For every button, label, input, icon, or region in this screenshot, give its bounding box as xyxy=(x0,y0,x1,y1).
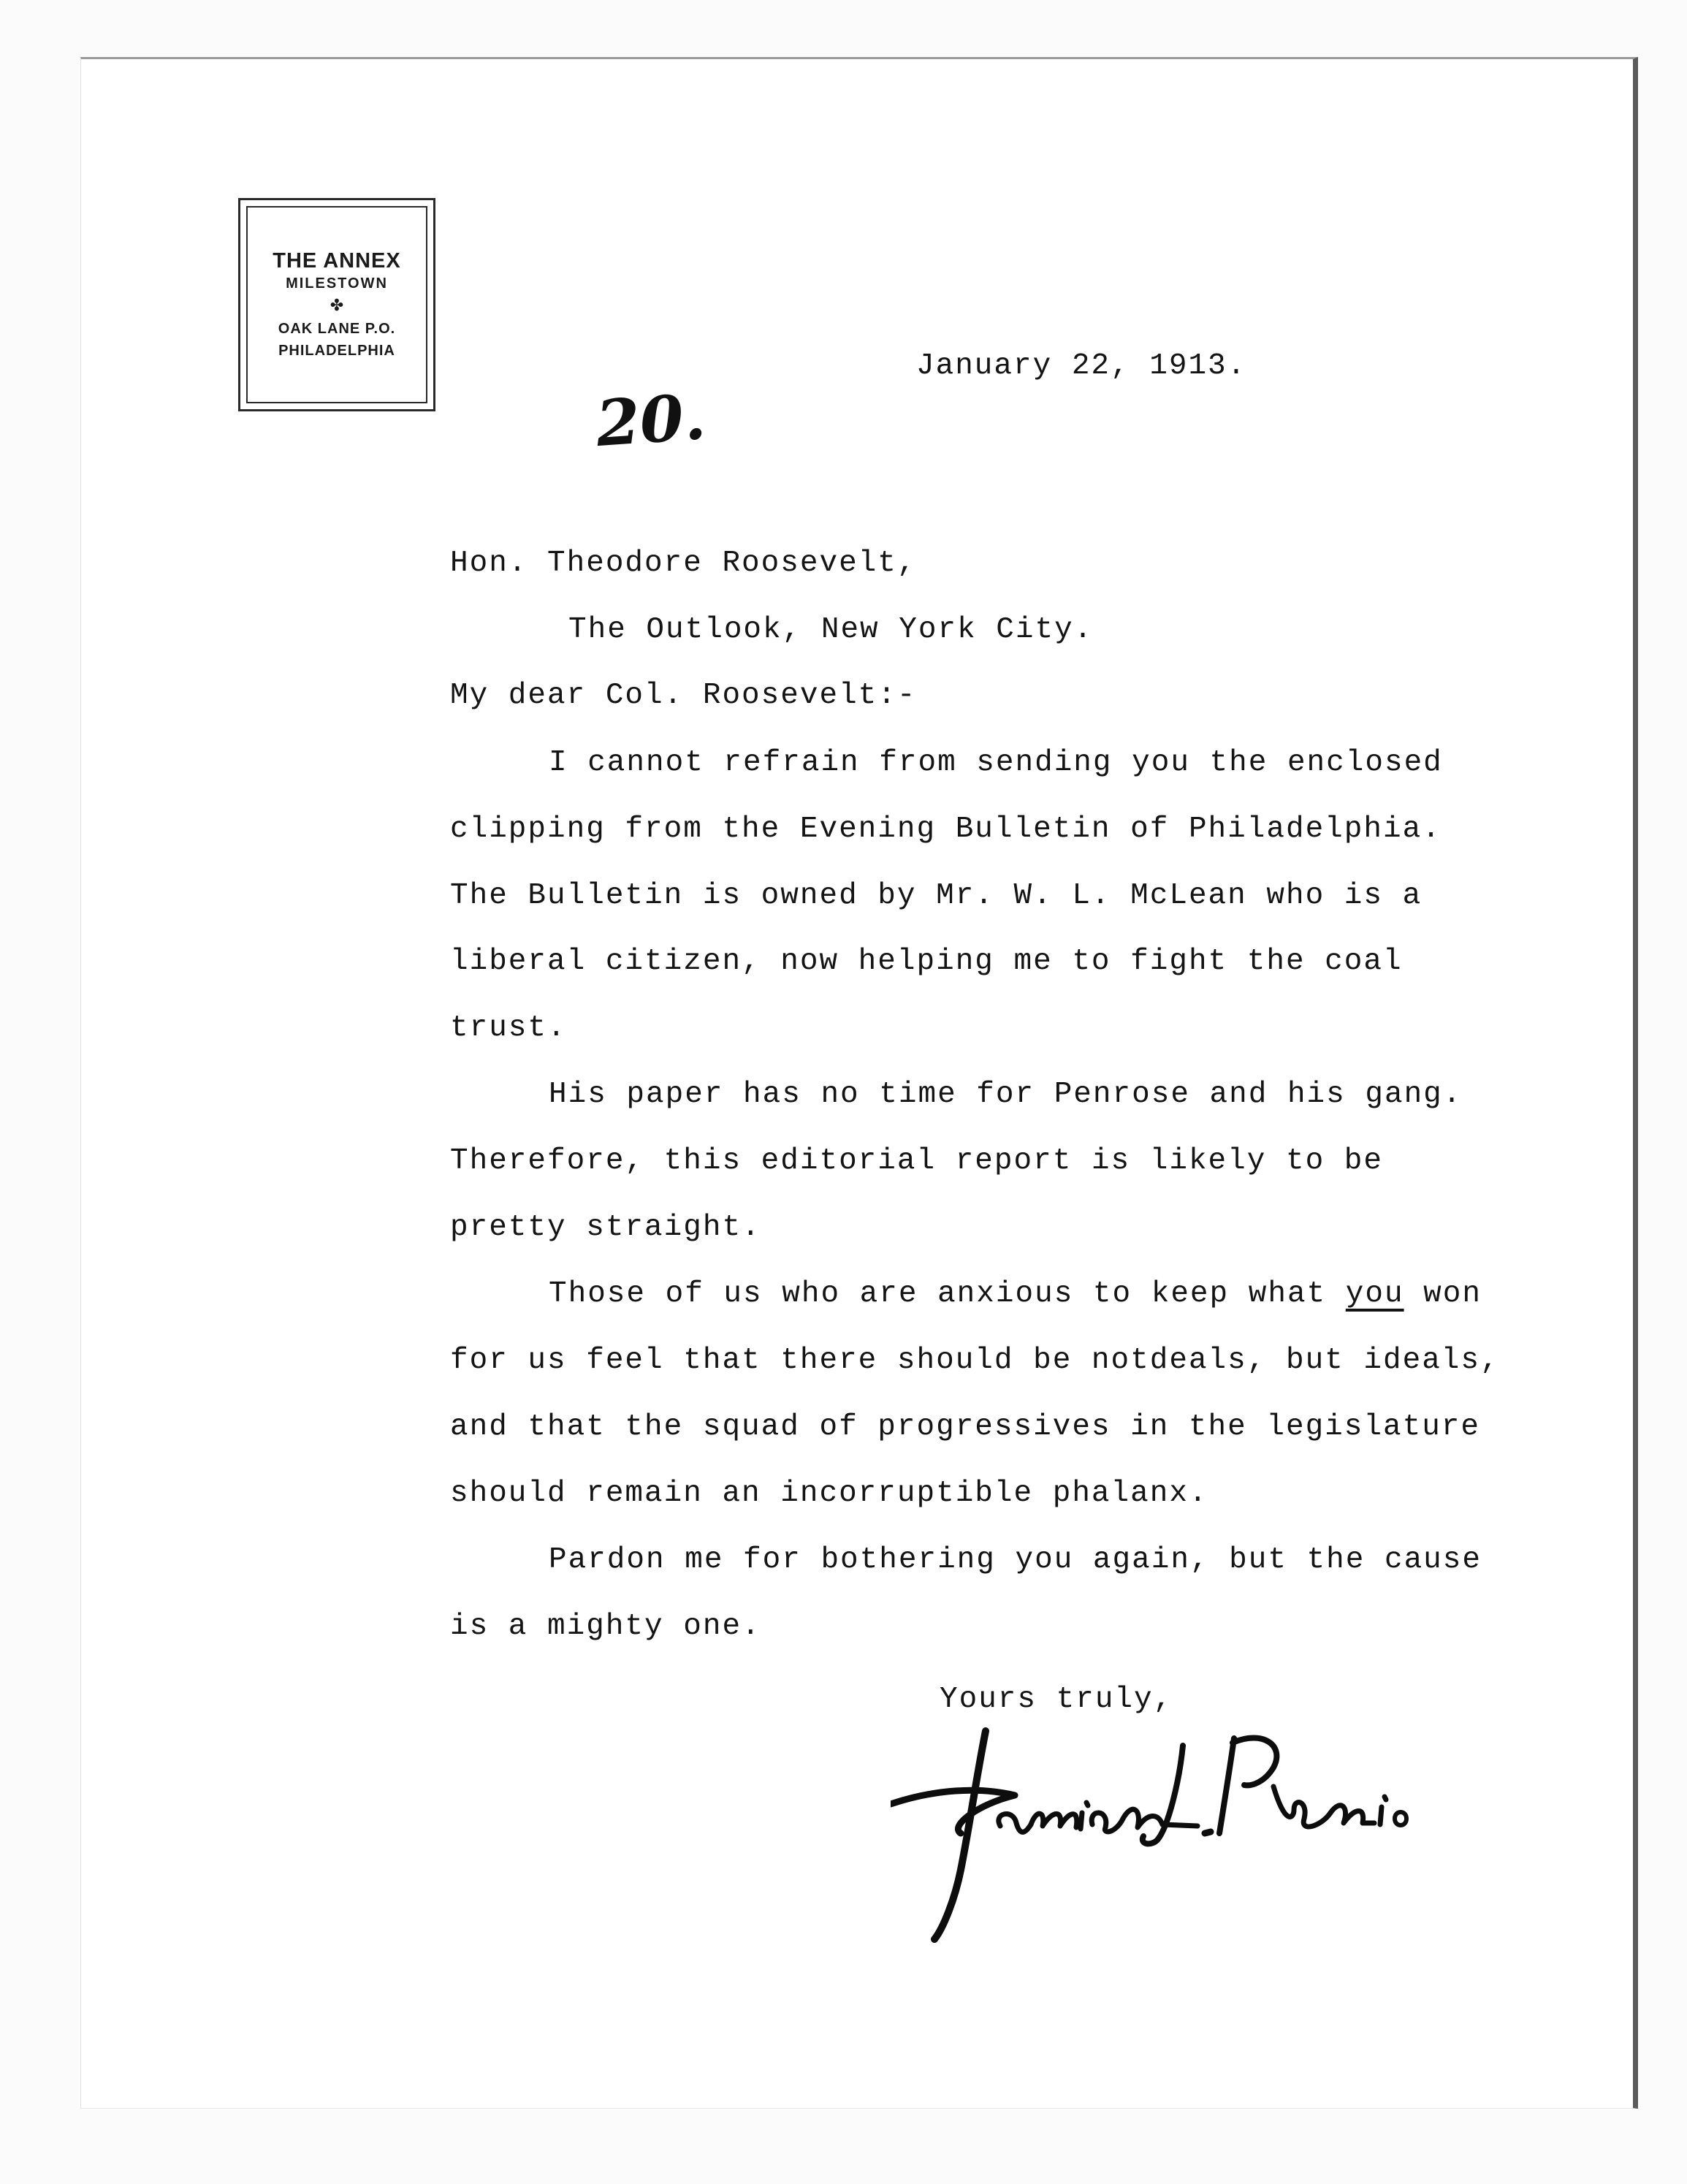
body-line: pretty straight. xyxy=(450,1211,761,1244)
body-line-emphasis xyxy=(549,1277,1667,1311)
body-line: His paper has no time for Penrose and his gang. xyxy=(549,1078,1463,1111)
letterhead-post-office: OAK LANE P.O. xyxy=(278,321,396,337)
underlined-you: you xyxy=(1345,1277,1404,1311)
letter-date: January 22, 1913. xyxy=(916,349,1247,383)
letterhead-city: PHILADELPHIA xyxy=(278,343,395,359)
salutation: My dear Col. Roosevelt:- xyxy=(450,679,917,712)
body-line: clipping from the Evening Bulletin of Philadelphia. xyxy=(450,813,1442,846)
body-fragment: Those of us who are anxious to keep what xyxy=(549,1277,1346,1311)
letter-page xyxy=(80,57,1638,2109)
body-fragment: won xyxy=(1404,1277,1482,1311)
letterhead-name: THE ANNEX xyxy=(273,249,401,273)
body-line: The Bulletin is owned by Mr. W. L. McLean who is a xyxy=(450,879,1423,913)
handwritten-annotation: 20. xyxy=(593,379,708,462)
closing: Yours truly, xyxy=(940,1683,1173,1716)
recipient-location: The Outlook, New York City. xyxy=(568,613,1094,647)
body-line: Therefore, this editorial report is likely to be xyxy=(450,1144,1383,1178)
letterhead-ornament-icon: ✤ xyxy=(330,296,344,314)
body-line: liberal citizen, now helping me to fight the coal xyxy=(450,945,1403,978)
signature-image xyxy=(891,1716,1417,1950)
body-line: trust. xyxy=(450,1011,567,1045)
body-line: should remain an incorruptible phalanx. xyxy=(450,1477,1208,1510)
body-line: is a mighty one. xyxy=(450,1610,761,1643)
body-line: Pardon me for bothering you again, but the cause xyxy=(549,1543,1482,1577)
letterhead-box xyxy=(238,198,435,411)
recipient-name: Hon. Theodore Roosevelt, xyxy=(450,547,917,580)
letterhead-place: MILESTOWN xyxy=(286,275,388,292)
body-line: I cannot refrain from sending you the enclosed xyxy=(549,746,1443,780)
body-line: for us feel that there should be notdeals, but ideals, xyxy=(450,1344,1500,1377)
letterhead-inner xyxy=(246,206,427,403)
body-line: and that the squad of progressives in the legislature xyxy=(450,1410,1481,1444)
